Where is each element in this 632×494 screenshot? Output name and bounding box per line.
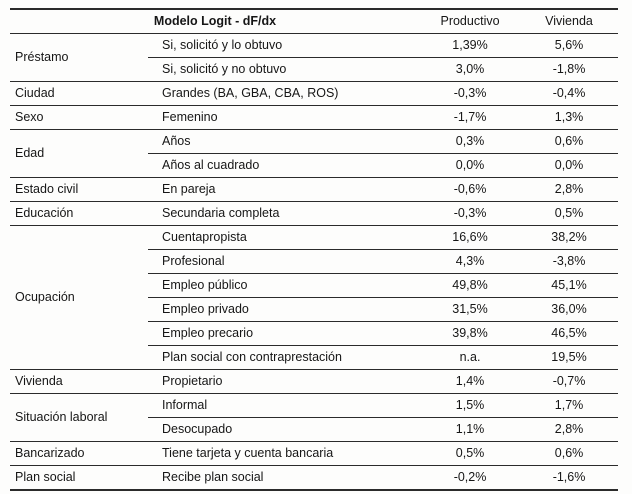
variable-cell: En pareja: [162, 182, 216, 196]
vivienda-value-cell: 2,8%: [554, 182, 584, 196]
table-row: [10, 226, 618, 250]
vivienda-value-cell: 36,0%: [520, 298, 618, 322]
table-group: [10, 466, 618, 491]
vivienda-value-cell: 1,3%: [554, 110, 584, 124]
table-group: [10, 178, 618, 202]
category-cell: Plan social: [15, 470, 76, 484]
vivienda-value-cell: 2,8%: [520, 418, 618, 442]
vivienda-value-cell: -0,7%: [552, 374, 586, 388]
variable-cell: Desocupado: [148, 418, 420, 442]
variable-cell: Años al cuadrado: [148, 154, 420, 178]
table-row: [10, 370, 618, 394]
logit-results-table: [10, 8, 618, 491]
table-group: [10, 442, 618, 466]
vivienda-value-cell: 45,1%: [520, 274, 618, 298]
category-cell: Estado civil: [15, 182, 79, 196]
category-cell: Ocupación: [15, 290, 75, 304]
variable-cell: Empleo precario: [148, 322, 420, 346]
vivienda-value-cell: 0,6%: [554, 446, 584, 460]
vivienda-value-cell: -0,4%: [552, 86, 586, 100]
productivo-value-cell: 1,5%: [455, 398, 485, 412]
header-vivienda: Vivienda: [545, 14, 593, 28]
table-group: [10, 106, 618, 130]
productivo-value-cell: -0,2%: [453, 470, 487, 484]
category-cell: Vivienda: [15, 374, 63, 388]
category-cell: Ciudad: [15, 86, 55, 100]
table-group: [10, 202, 618, 226]
table-group: [10, 34, 618, 82]
variable-cell: Si, solicitó y no obtuvo: [148, 58, 420, 82]
table-row: [10, 82, 618, 106]
category-cell: Educación: [15, 206, 74, 220]
header-row: [10, 9, 618, 34]
table-header: [10, 9, 618, 34]
vivienda-value-cell: 19,5%: [520, 346, 618, 370]
variable-cell: Empleo privado: [148, 298, 420, 322]
table-row: [10, 202, 618, 226]
table-row: [10, 466, 618, 491]
table-group: [10, 394, 618, 442]
category-cell: Bancarizado: [15, 446, 85, 460]
variable-cell: Informal: [162, 398, 208, 412]
table-group: [10, 130, 618, 178]
variable-cell: Si, solicitó y lo obtuvo: [162, 38, 283, 52]
vivienda-value-cell: 1,7%: [554, 398, 584, 412]
vivienda-value-cell: -1,8%: [520, 58, 618, 82]
vivienda-value-cell: 0,6%: [554, 134, 584, 148]
vivienda-value-cell: 5,6%: [554, 38, 584, 52]
productivo-value-cell: 39,8%: [420, 322, 520, 346]
productivo-value-cell: 0,3%: [455, 134, 485, 148]
table-row: [10, 34, 618, 58]
table-row: [10, 442, 618, 466]
productivo-value-cell: -0,3%: [453, 86, 487, 100]
header-productivo: Productivo: [440, 14, 500, 28]
variable-cell: Cuentapropista: [162, 230, 247, 244]
productivo-value-cell: -0,3%: [453, 206, 487, 220]
productivo-value-cell: 0,0%: [420, 154, 520, 178]
variable-cell: Grandes (BA, GBA, CBA, ROS): [162, 86, 339, 100]
productivo-value-cell: 49,8%: [420, 274, 520, 298]
category-cell: Situación laboral: [15, 410, 108, 424]
productivo-value-cell: 0,5%: [455, 446, 485, 460]
table-row: [10, 106, 618, 130]
productivo-value-cell: n.a.: [420, 346, 520, 370]
productivo-value-cell: 1,1%: [420, 418, 520, 442]
table-group: [10, 226, 618, 370]
variable-cell: Femenino: [162, 110, 218, 124]
variable-cell: Profesional: [148, 250, 420, 274]
productivo-value-cell: 1,4%: [455, 374, 485, 388]
table-row: [10, 130, 618, 154]
productivo-value-cell: 4,3%: [420, 250, 520, 274]
table-row: [10, 394, 618, 418]
vivienda-value-cell: -3,8%: [520, 250, 618, 274]
variable-cell: Plan social con contraprestación: [148, 346, 420, 370]
variable-cell: Propietario: [162, 374, 223, 388]
productivo-value-cell: 31,5%: [420, 298, 520, 322]
category-cell: Préstamo: [15, 50, 69, 64]
category-cell: Sexo: [15, 110, 44, 124]
productivo-value-cell: 16,6%: [452, 230, 488, 244]
table-title: Modelo Logit - dF/dx: [153, 14, 277, 28]
variable-cell: Empleo público: [148, 274, 420, 298]
variable-cell: Secundaria completa: [162, 206, 280, 220]
variable-cell: Tiene tarjeta y cuenta bancaria: [162, 446, 334, 460]
variable-cell: Años: [162, 134, 191, 148]
variable-cell: Recibe plan social: [162, 470, 264, 484]
table-group: [10, 370, 618, 394]
table-row: [10, 178, 618, 202]
productivo-value-cell: -0,6%: [453, 182, 487, 196]
vivienda-value-cell: 46,5%: [520, 322, 618, 346]
table-group: [10, 82, 618, 106]
productivo-value-cell: 3,0%: [420, 58, 520, 82]
vivienda-value-cell: 0,5%: [554, 206, 584, 220]
category-cell: Edad: [15, 146, 45, 160]
vivienda-value-cell: 0,0%: [520, 154, 618, 178]
vivienda-value-cell: -1,6%: [552, 470, 586, 484]
vivienda-value-cell: 38,2%: [551, 230, 587, 244]
productivo-value-cell: 1,39%: [452, 38, 488, 52]
productivo-value-cell: -1,7%: [453, 110, 487, 124]
